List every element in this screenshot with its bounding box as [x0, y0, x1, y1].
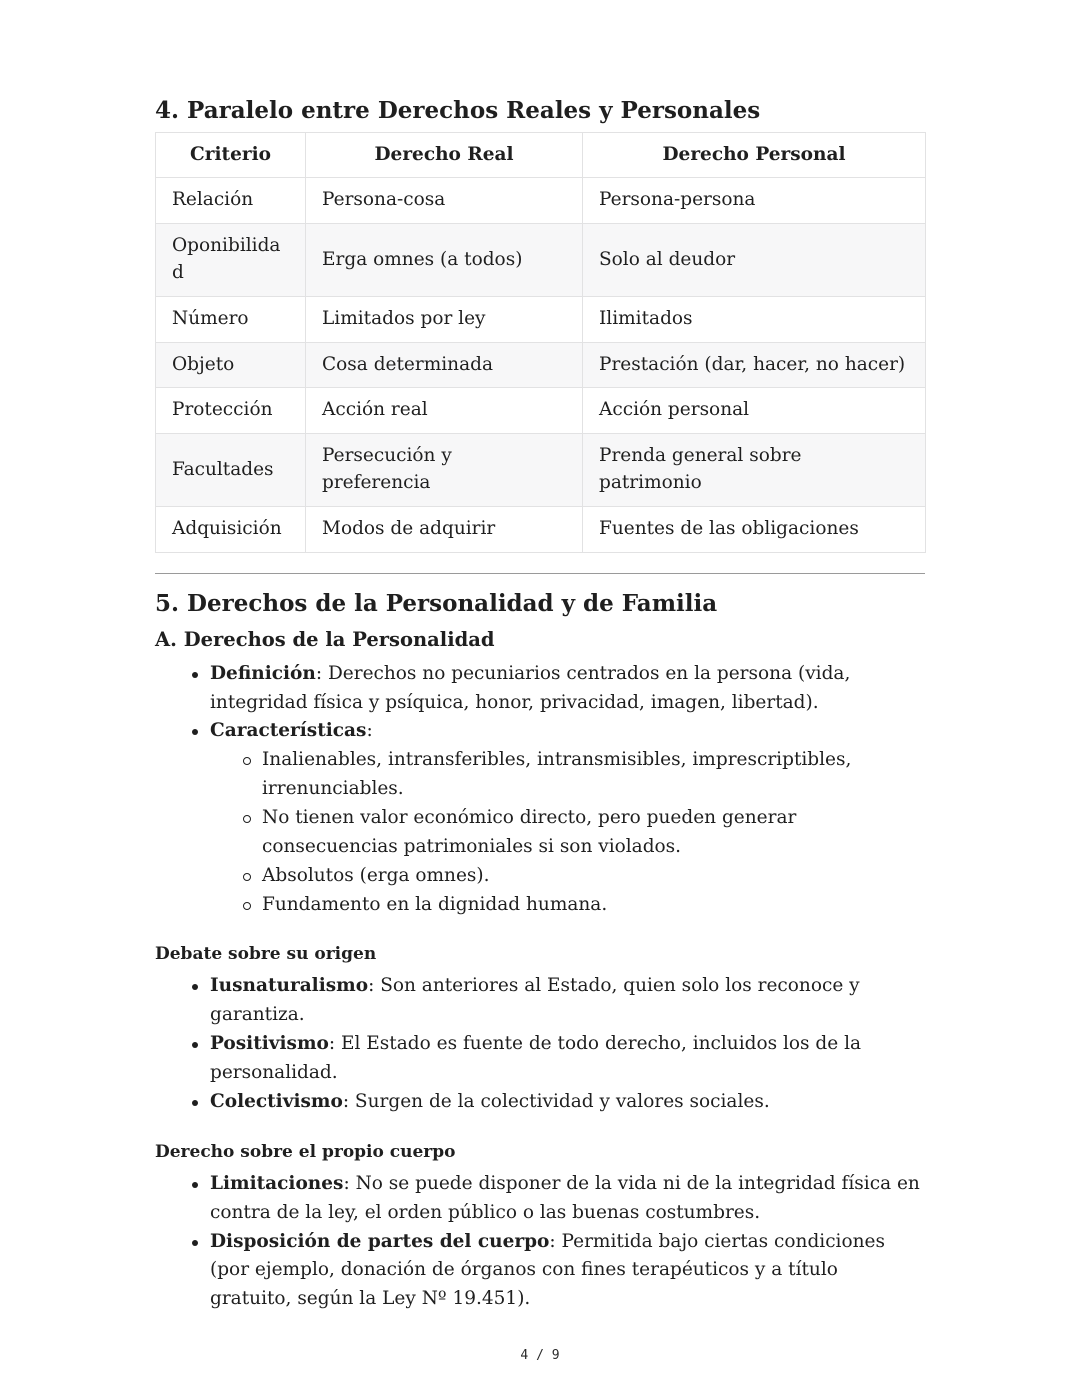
- bullet-icon: [192, 1240, 198, 1246]
- list-item: Positivismo: El Estado es fuente de todo derecho, incluidos los de la personalidad.: [155, 1030, 925, 1088]
- table-cell: Número: [156, 296, 306, 342]
- table-body: [156, 178, 926, 552]
- list-item: Colectivismo: Surgen de la colectividad y valores sociales.: [155, 1088, 925, 1117]
- bullet-icon: [192, 729, 198, 735]
- bullet-icon: [192, 984, 198, 990]
- bullet-icon: [192, 1100, 198, 1106]
- list-item-label: Iusnaturalismo: [210, 975, 369, 997]
- table-row: [156, 296, 926, 342]
- table-cell: Adquisición: [156, 506, 306, 552]
- list-item-label: Colectivismo: [210, 1090, 343, 1112]
- table-cell: Objeto: [156, 342, 306, 388]
- table-cell: Oponibilidad: [156, 224, 306, 297]
- list-item-label: Definición: [210, 662, 316, 684]
- table-cell: Ilimitados: [583, 296, 926, 342]
- page-number: 4 / 9: [520, 1348, 560, 1363]
- bullet-icon: [192, 672, 198, 678]
- personalidad-list: [155, 660, 925, 920]
- list-item-label: Positivismo: [210, 1033, 329, 1055]
- table-cell: Persona-persona: [583, 178, 926, 224]
- table-cell: Erga omnes (a todos): [306, 224, 583, 297]
- bullet-icon: [243, 902, 251, 910]
- table-row: [156, 224, 926, 297]
- table-cell: Persecución y preferencia: [306, 434, 583, 507]
- table-header-cell: Criterio: [156, 132, 306, 178]
- cuerpo-list: [155, 1170, 925, 1314]
- bullet-icon: [192, 1182, 198, 1188]
- table-header-cell: Derecho Real: [306, 132, 583, 178]
- list-item: Absolutos (erga omnes).: [155, 862, 925, 891]
- table-row: [156, 342, 926, 388]
- list-item: Definición: Derechos no pecuniarios centrados en la persona (vida, integridad física y psíquica, honor, privacidad, imagen, libertad).: [155, 660, 925, 718]
- table-row: [156, 178, 926, 224]
- table-cell: Prestación (dar, hacer, no hacer): [583, 342, 926, 388]
- table-cell: Acción real: [306, 388, 583, 434]
- table-header-row: [156, 132, 926, 178]
- subsection-a-title: A. Derechos de la Personalidad: [155, 628, 495, 652]
- list-item: No tienen valor económico directo, pero pueden generar consecuencias patrimoniales si son violados.: [155, 804, 925, 862]
- table-cell: Limitados por ley: [306, 296, 583, 342]
- list-item-label: Disposición de partes del cuerpo: [210, 1230, 550, 1252]
- table-row: [156, 506, 926, 552]
- bullet-icon: [243, 815, 251, 823]
- list-item: Características:: [155, 717, 925, 746]
- list-item: Iusnaturalismo: Son anteriores al Estado, quien solo los reconoce y garantiza.: [155, 972, 925, 1030]
- section-divider: [155, 573, 925, 574]
- bullet-icon: [243, 757, 251, 765]
- list-item: Inalienables, intransferibles, intransmisibles, imprescriptibles, irrenunciables.: [155, 746, 925, 804]
- section5-title: 5. Derechos de la Personalidad y de Familia: [155, 589, 718, 617]
- list-item-label: Características: [210, 720, 367, 742]
- table-cell: Persona-cosa: [306, 178, 583, 224]
- bullet-icon: [192, 1042, 198, 1048]
- list-item: Limitaciones: No se puede disponer de la vida ni de la integridad física en contra de la ley, el orden público o las buenas costumbres.: [155, 1170, 925, 1228]
- table-header-cell: Derecho Personal: [583, 132, 926, 178]
- section4-title: 4. Paralelo entre Derechos Reales y Personales: [155, 97, 761, 124]
- table-row: [156, 434, 926, 507]
- table-cell: Solo al deudor: [583, 224, 926, 297]
- table-cell: Protección: [156, 388, 306, 434]
- table-row: [156, 388, 926, 434]
- table-cell: Acción personal: [583, 388, 926, 434]
- list-item-label: Limitaciones: [210, 1172, 344, 1194]
- debate-heading: Debate sobre su origen: [155, 944, 377, 965]
- table-cell: Fuentes de las obligaciones: [583, 506, 926, 552]
- cuerpo-heading: Derecho sobre el propio cuerpo: [155, 1141, 456, 1162]
- table-cell: Modos de adquirir: [306, 506, 583, 552]
- table-cell: Prenda general sobre patrimonio: [583, 434, 926, 507]
- table-cell: Relación: [156, 178, 306, 224]
- bullet-icon: [243, 873, 251, 881]
- list-item: Disposición de partes del cuerpo: Permitida bajo ciertas condiciones (por ejemplo, donación de órganos con fines terapéuticos y a título gratuito, según la Ley Nº 19.451).: [155, 1228, 925, 1315]
- table-cell: Cosa determinada: [306, 342, 583, 388]
- debate-list: [155, 972, 925, 1116]
- table-cell: Facultades: [156, 434, 306, 507]
- list-item: Fundamento en la dignidad humana.: [155, 891, 925, 920]
- comparison-table: [155, 132, 926, 553]
